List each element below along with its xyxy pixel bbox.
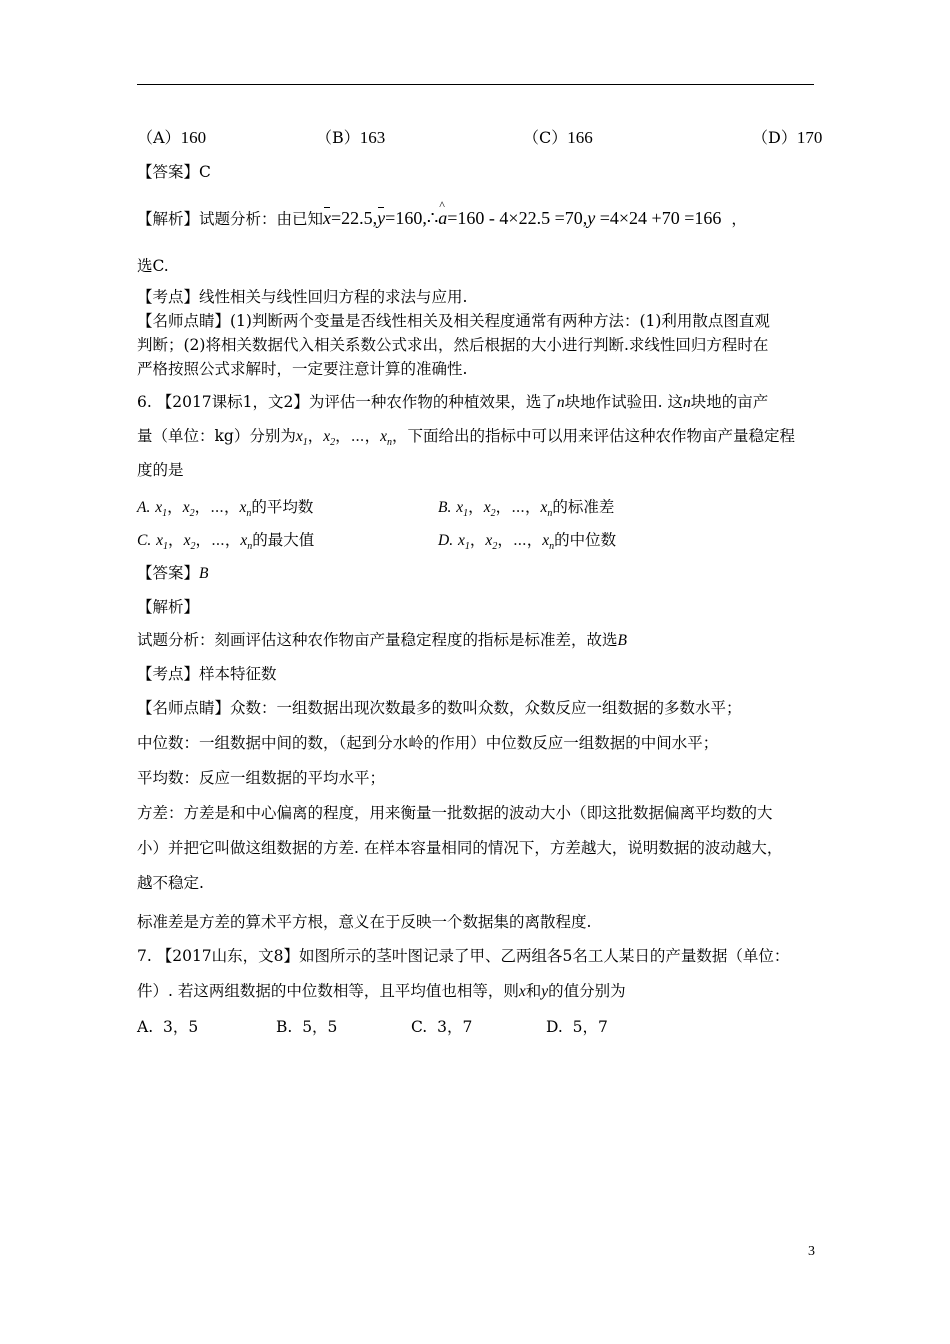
q6-choice-b: B. $x_1$，$x_2$，⋯，$x_n$的标准差 (438, 498, 615, 520)
q5-analysis-end: 选C. (137, 257, 169, 275)
page-number: 3 (808, 1244, 815, 1259)
q6-tip-2: 中位数：一组数据中间的数，（起到分水岭的作用）中位数反应一组数据的中间水平； (137, 734, 719, 752)
q5-answer: 【答案】C (137, 163, 211, 181)
q6-tip-6: 越不稳定. (137, 874, 204, 892)
q6-analysis: 试题分析：刻画评估这种农作物亩产量稳定程度的指标是标准差，故选B (137, 631, 627, 649)
q5-tip-2: 判断；(2)将相关数据代入相关系数公式求出，然后根据的大小进行判断.求线性回归方程时在 (137, 336, 769, 354)
q6-choice-c: C. $x_1$，$x_2$，⋯，$x_n$的最大值 (137, 531, 315, 553)
q6-tip-1: 【名师点睛】众数：一组数据出现次数最多的数叫众数，众数反应一组数据的多数水平； (137, 699, 742, 717)
q6-choice-a: A. $x_1$，$x_2$，⋯，$x_n$的平均数 (137, 498, 314, 520)
q7-line-2: 件）. 若这两组数据的中位数相等，且平均值也相等，则x和y的值分别为 (137, 982, 626, 1000)
q5-tip-1: 【名师点睛】(1)判断两个变量是否线性相关及相关程度通常有两种方法：(1)利用散点图直观 (137, 312, 770, 330)
q7-line-1: 7. 【2017山东，文8】如图所示的茎叶图记录了甲、乙两组各5名工人某日的产量数据（单位： (137, 947, 790, 965)
q6-line-3: 度的是 (137, 461, 184, 479)
q7-choice-c: C. 3，7 (411, 1018, 473, 1036)
q7-choice-d: D. 5，7 (546, 1018, 608, 1036)
q6-tip-3: 平均数：反应一组数据的平均水平； (137, 769, 386, 787)
q6-kaodian: 【考点】样本特征数 (137, 665, 277, 683)
q5-kaodian: 【考点】线性相关与线性回归方程的求法与应用. (137, 288, 468, 306)
q6-tip-7: 标准差是方差的算术平方根，意义在于反映一个数据集的离散程度. (137, 913, 592, 931)
q7-choice-a: A. 3，5 (137, 1018, 199, 1036)
option-d: （D）170 (752, 128, 823, 147)
q6-answer: 【答案】B (137, 564, 209, 582)
q6-analysis-label: 【解析】 (137, 598, 200, 616)
q6-tip-4: 方差：方差是和中心偏离的程度，用来衡量一批数据的波动大小（即这批数据偏离平均数的大 (137, 804, 773, 822)
q6-line-1: 6. 【2017课标1，文2】为评估一种农作物的种植效果，选了n块地作试验田. 这n块地的亩产 (137, 393, 769, 411)
q6-choice-d: D. $x_1$，$x_2$，⋯，$x_n$的中位数 (438, 531, 617, 553)
header-rule (137, 84, 814, 85)
q6-line-2: 量（单位：kg）分别为$x_1$，$x_2$，⋯，$x_n$，下面给出的指标中可以用来评估这种农作物亩产量稳定程 (137, 427, 795, 449)
q7-choice-b: B. 5，5 (276, 1018, 338, 1036)
option-a: （A）160 (137, 128, 207, 147)
q5-analysis: 【解析】试题分析：由已知x=22.5,y=160,∴^ a=160 - 4×22.5 =70,y =4×24 +70 =166 ， (137, 208, 747, 229)
q6-tip-5: 小）并把它叫做这组数据的方差. 在样本容量相同的情况下，方差越大，说明数据的波动越大， (137, 839, 783, 857)
option-c: （C）166 (523, 128, 593, 147)
q5-tip-3: 严格按照公式求解时，一定要注意计算的准确性. (137, 360, 468, 378)
option-b: （B）163 (316, 128, 386, 147)
